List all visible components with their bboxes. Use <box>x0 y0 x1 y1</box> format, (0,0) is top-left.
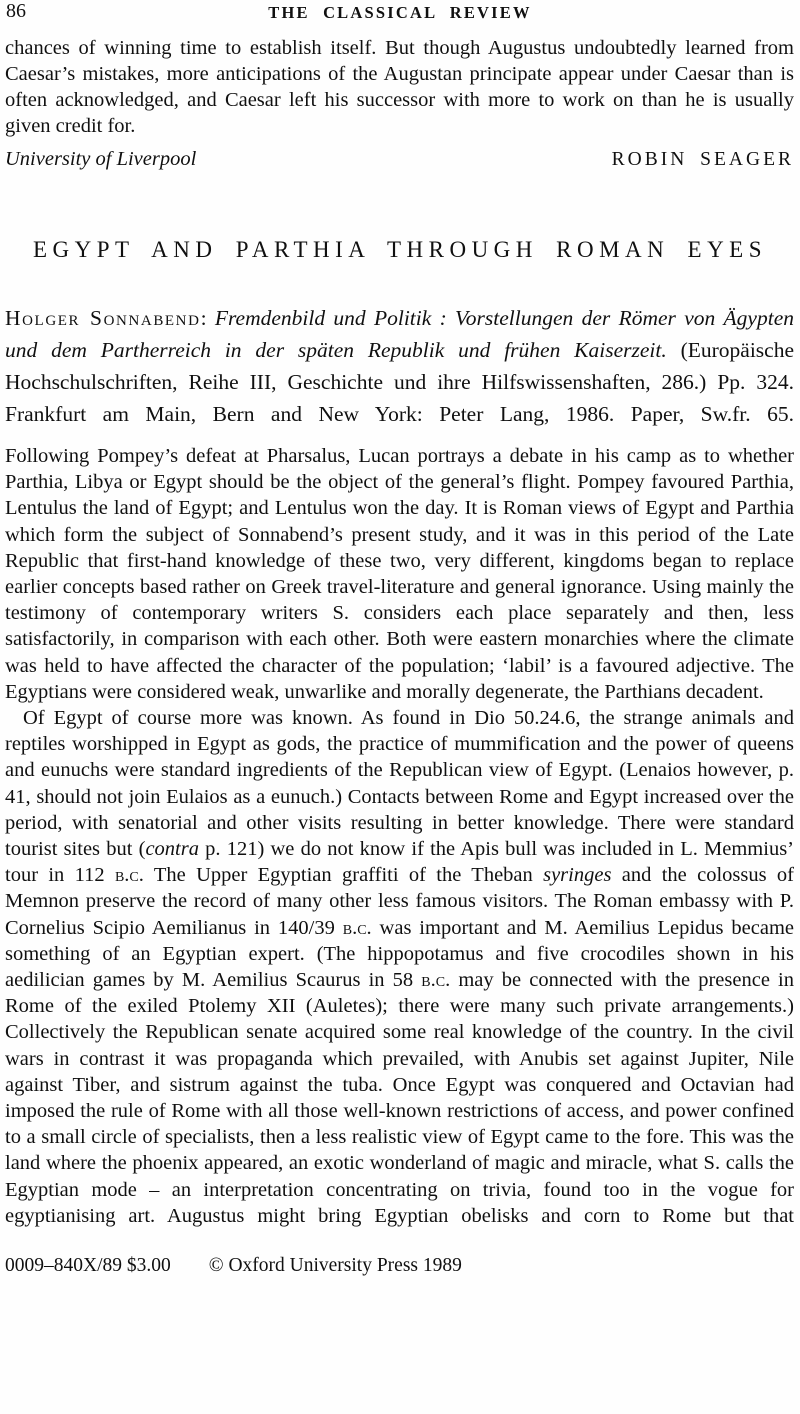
page-footer <box>5 1255 794 1277</box>
previous-review-signature <box>5 148 794 171</box>
page-number: 86 <box>6 0 26 22</box>
review-paragraph-1: Following Pompey’s defeat at Pharsalus, Lucan portrays a debate in his camp as to whether Parthia, Libya or Egypt should be the object of the general’s flight. Pompey favoured Parthia, Lentulus the land of Egypt; and Lentulus won the day. It is Roman views of Egypt and Parthia which form the subject of Sonnabend’s present study, and it was in this period of the Late Republic that first-hand knowledge of these two, very different, kingdoms began to replace earlier concepts based rather on Greek travel-literature and general ignorance. Using mainly the testimony of contemporary writers S. considers each place separately and then, less satisfactorily, in comparison with each other. Both were eastern monarchies where the climate was held to have affected the character of the population; ‘labil’ is a favoured adjective. The Egyptians were considered weak, unwarlike and morally degenerate, the Parthians decadent. <box>5 445 794 703</box>
review-paragraph-2: Of Egypt of course more was known. As found in Dio 50.24.6, the strange animals and reptiles worshipped in Egypt as gods, the practice of mummification and the power of queens and eunuchs were standard ingredients of the Republican view of Egypt. (Lenaios however, p. 41, should not join Eulaios as a eunuch.) Contacts between Rome and Egypt increased over the period, with senatorial and other visits resulting in better knowledge. There were standard tourist sites but (contra p. 121) we do not know if the Apis bull was included in L. Memmius’ tour in 112 b.c. The Upper Egyptian graffiti of the Theban syringes and the colossus of Memnon preserve the record of many other less famous visitors. The Roman embassy with P. Cornelius Scipio Aemilianus in 140/39 b.c. was important and M. Aemilius Lepidus became something of an Egyptian expert. (The hippopotamus and five crocodiles shown in his aedilician games by M. Aemilius Scaurus in 58 b.c. may be connected with the presence in Rome of the exiled Ptolemy XII (Auletes); there were many such private arrangements.) Collectively the Republican senate acquired some real knowledge of the country. In the civil wars in contrast it was propaganda which prevailed, with Anubis set against Jupiter, Nile against Tiber, and sistrum against the tuba. Once Egypt was conquered and Octavian had imposed the rule of Rome with all those well-known restrictions of access, and power confined to a small circle of specialists, then a less realistic view of Egypt came to the fore. This was the land where the phoenix appeared, an exotic wonderland of magic and miracle, what S. calls the Egyptian mode – an interpretation concentrating on trivia, found too in the vogue for egyptianising art. Augustus might bring Egyptian obelisks and corn to Rome but that <box>5 707 794 1227</box>
book-citation: Holger Sonnabend: Fremdenbild und Politik : Vorstellungen der Römer von Ägypten und dem Partherreich in der späten Republik und frühen Kaiserzeit. (Europäische Hochschulschriften, Reihe III, Geschichte und ihre Hilfswissenshaften, 286.) Pp. 324. Frankfurt am Main, Bern and New York: Peter Lang, 1986. Paper, Sw.fr. 65. <box>5 306 795 426</box>
reviewer-name: ROBIN SEAGER <box>611 149 794 170</box>
previous-review-closing-paragraph: chances of winning time to establish itself. But though Augustus undoubtedly learned from Caesar’s mistakes, more anticipations of the Augustan principate appear under Caesar than is often acknowledged, and Caesar left his successor with more to work on than he is usually given credit for. <box>5 37 794 137</box>
reviewer-affiliation: University of Liverpool <box>5 148 197 170</box>
journal-title: THE CLASSICAL REVIEW <box>268 3 532 22</box>
review-article-title: EGYPT AND PARTHIA THROUGH ROMAN EYES <box>32 237 768 262</box>
page-masthead <box>0 0 800 24</box>
copyright-notice: © Oxford University Press 1989 <box>208 1255 462 1277</box>
issn-price: 0009–840X/89 $3.00 <box>5 1255 171 1277</box>
